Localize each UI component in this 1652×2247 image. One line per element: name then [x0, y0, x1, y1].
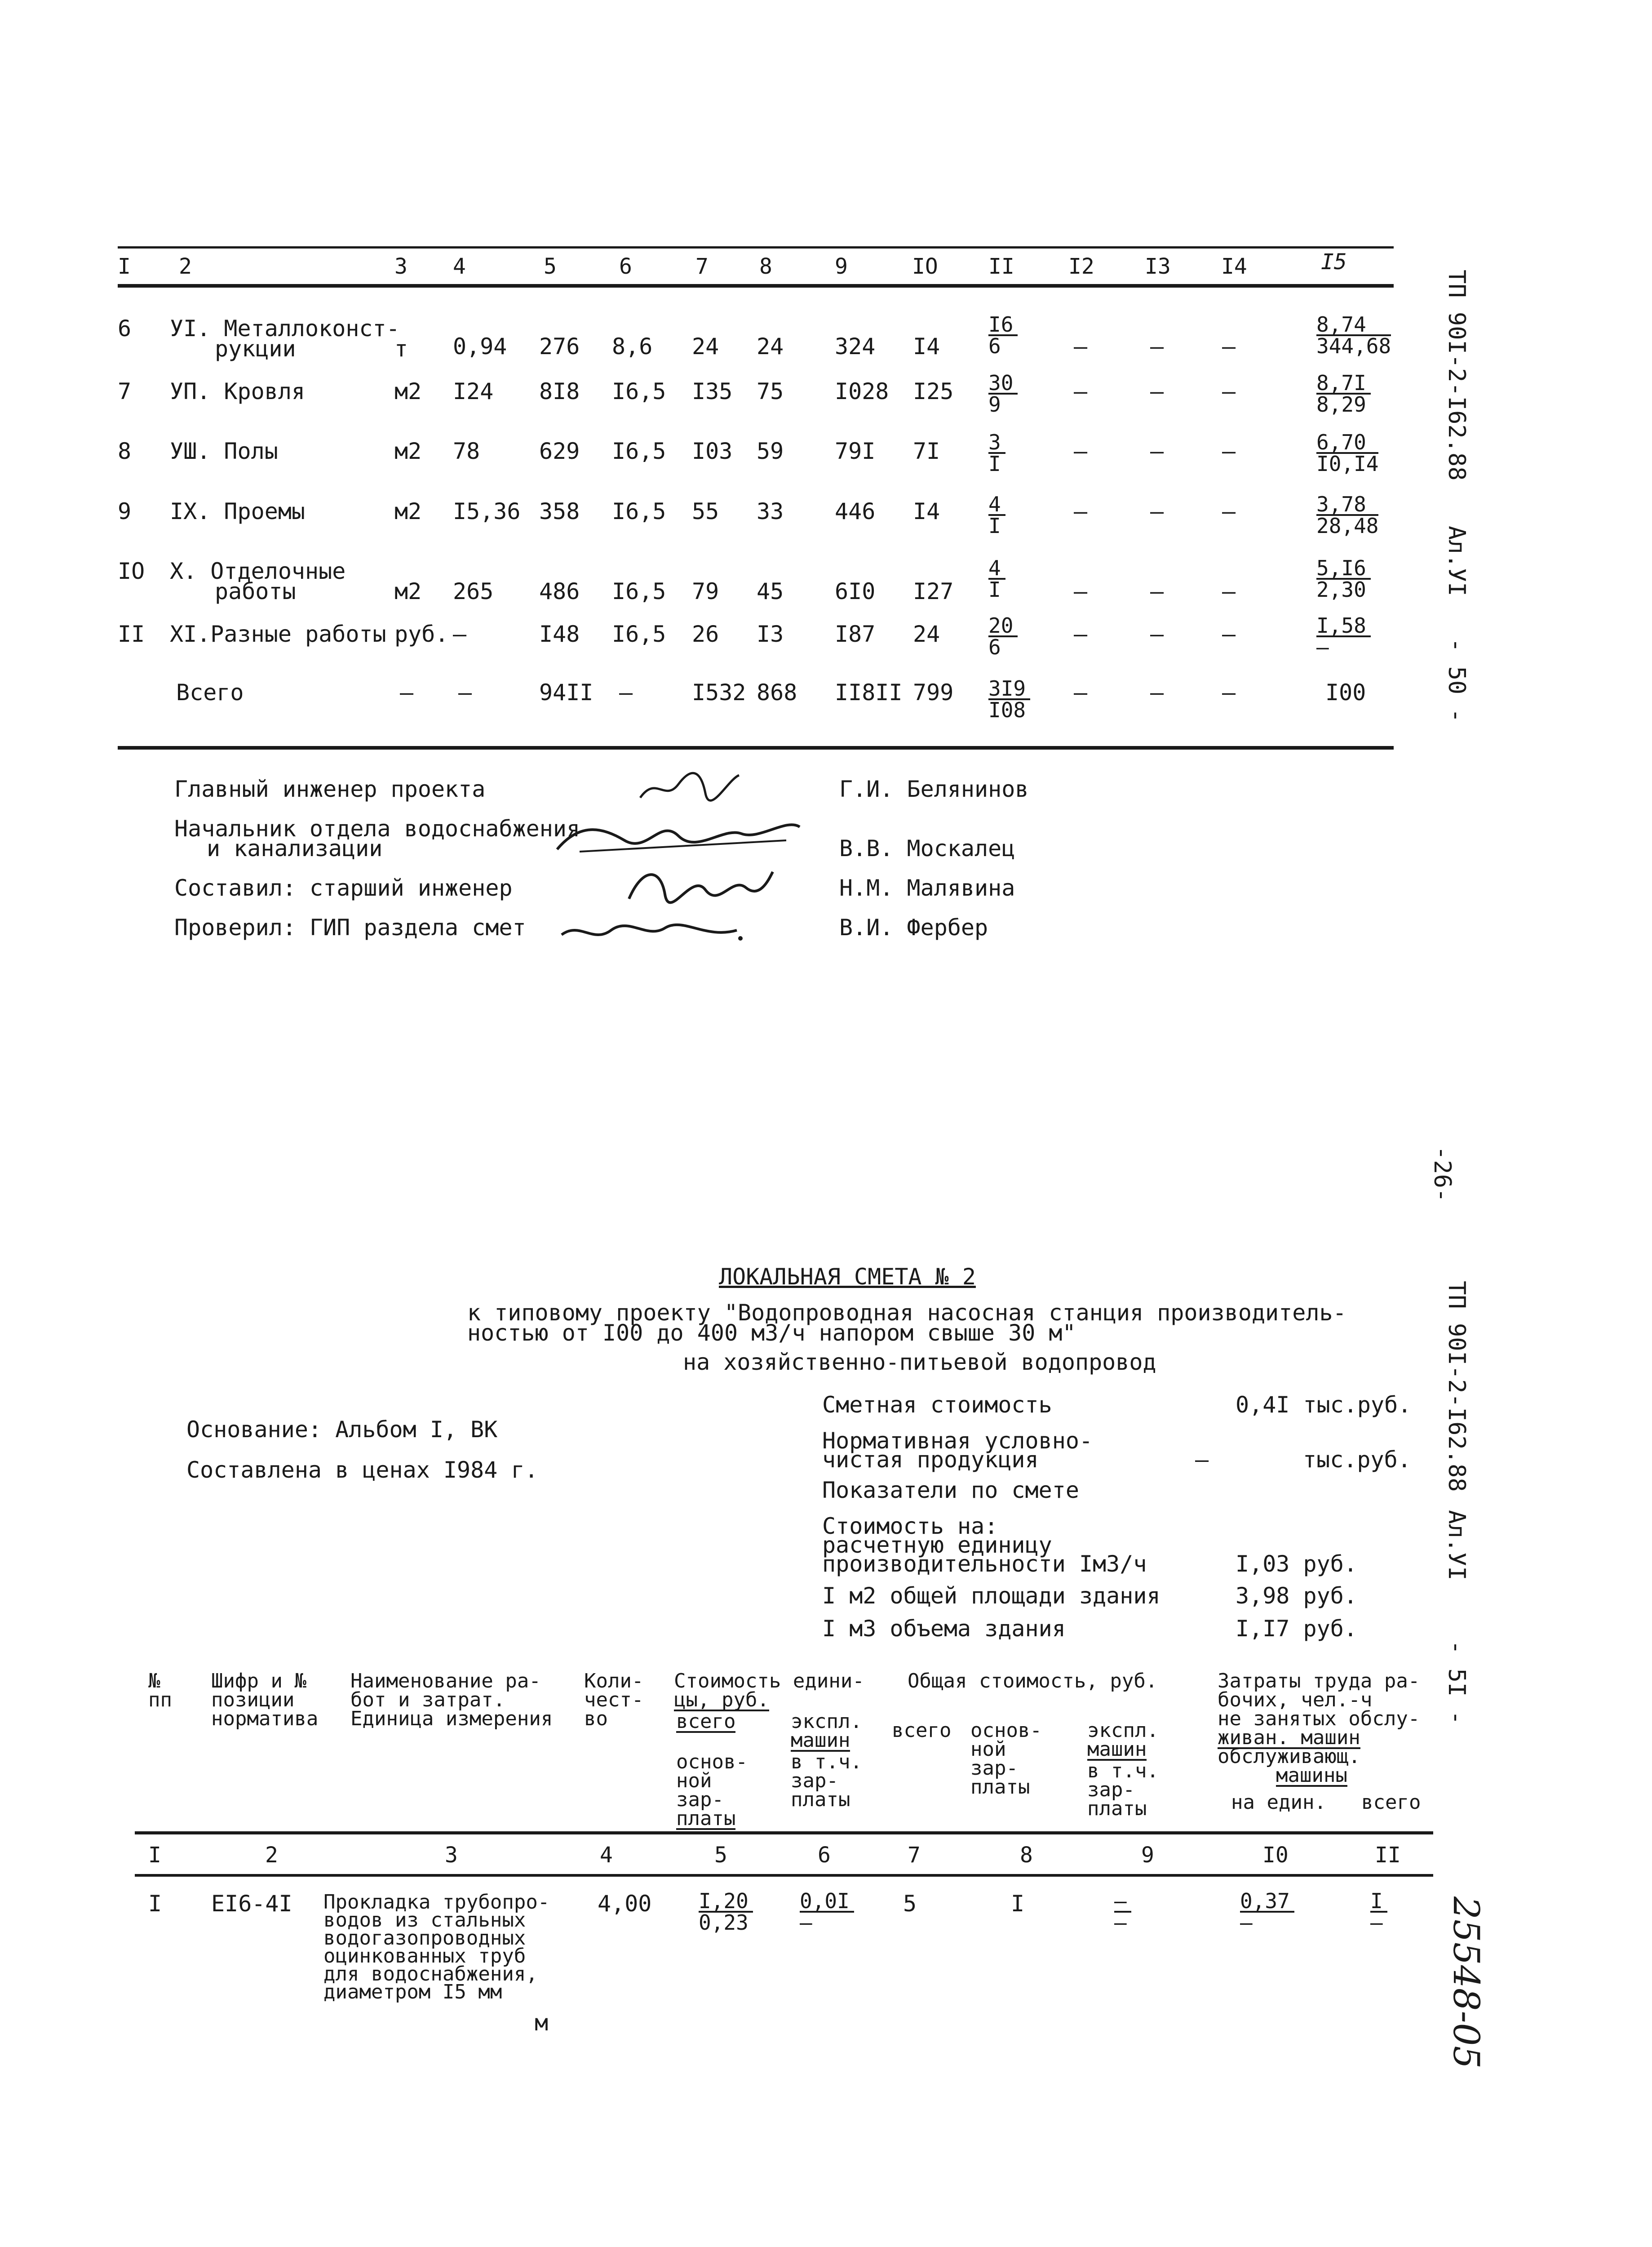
fraction-bottom: –	[1240, 1910, 1253, 1935]
row-c11-fraction	[988, 556, 1005, 602]
bottom-col-10: I0	[1262, 1843, 1289, 1868]
row-c8: I	[1011, 1891, 1025, 1917]
row-c8: 33	[757, 498, 784, 524]
row-c5: 629	[539, 438, 580, 464]
header-unit-cost: Стоимость едини-	[674, 1670, 864, 1692]
row-name-line: для водоснабжения,	[323, 1963, 538, 1985]
margin-album-top: Ал.УI	[1443, 526, 1470, 596]
total-c9: II8II	[835, 679, 903, 706]
top-col-8: 8	[759, 254, 772, 279]
indicators-label: Показатели по смете	[822, 1477, 1079, 1503]
row-c15-fraction	[1316, 494, 1378, 536]
row-c15-fraction	[1316, 371, 1371, 417]
fraction-top: I,58	[1316, 616, 1371, 637]
top-table-rule-bottom	[118, 746, 1394, 750]
fraction-top: 8,74	[1316, 315, 1391, 336]
row-c13: –	[1150, 498, 1164, 524]
row-unit: м2	[394, 578, 422, 604]
norm-label-line1: Нормативная условно-	[822, 1428, 1093, 1454]
estimate-title: ЛОКАЛЬНАЯ СМЕТА № 2	[719, 1264, 976, 1290]
header-labor: живан. машин	[1218, 1726, 1360, 1749]
fraction-top: I6	[988, 315, 1018, 336]
bottom-table-rule-numbers	[135, 1874, 1433, 1877]
margin-code-bottom: ТП 90I-2-I62.88	[1443, 1281, 1470, 1492]
header-quantity: Коли-	[584, 1670, 644, 1692]
row-name-line1: УП. Кровля	[170, 378, 306, 404]
row-c4: 78	[453, 438, 480, 464]
row-name-line2: рукции	[215, 336, 296, 362]
row-c5: I48	[539, 621, 580, 647]
top-table-rule-header	[118, 284, 1394, 288]
row-c12: –	[1074, 438, 1088, 464]
fraction-top: 5,I6	[1316, 558, 1371, 580]
row-c12: –	[1074, 578, 1088, 604]
row-unit: м2	[394, 498, 422, 524]
total-c15: I00	[1325, 679, 1366, 706]
fraction-bottom: 9	[988, 392, 1001, 417]
row-c11-fraction	[988, 312, 1018, 358]
row-c7: 24	[692, 333, 719, 360]
header-labor: машины	[1276, 1764, 1347, 1787]
row-c5: 486	[539, 578, 580, 604]
header-code: позиции	[211, 1688, 295, 1711]
row-c6: I6,5	[612, 498, 666, 524]
header-total-base: основ-	[970, 1719, 1042, 1742]
margin-code-top: ТП 90I-2-I62.88	[1443, 270, 1470, 481]
row-number: 6	[118, 315, 132, 342]
header-labor: не занятых обслу-	[1218, 1707, 1420, 1730]
bottom-col-2: 2	[265, 1843, 278, 1868]
row-name-line: диаметром I5 мм	[323, 1981, 502, 2003]
margin-page-top: - 50 -	[1443, 638, 1470, 723]
header-unit-base: платы	[676, 1807, 736, 1830]
row-c14: –	[1222, 578, 1236, 604]
fraction-bottom: 344,68	[1316, 334, 1391, 358]
row-c6: I6,5	[612, 578, 666, 604]
total-c6: –	[619, 679, 633, 706]
top-col-4: 4	[453, 254, 466, 279]
header-quantity: во	[584, 1707, 608, 1730]
row-c10: I25	[913, 378, 954, 404]
signature-name: В.В. Москалец	[839, 835, 1015, 861]
signature-role: Составил: старший инженер	[174, 875, 513, 901]
total-label: Всего	[176, 679, 244, 706]
estimate-subtitle-line1: к типовому проекту "Водопроводная насосная станция производитель-	[467, 1300, 1346, 1326]
header-unit-incl: платы	[791, 1788, 850, 1811]
row-c4: I24	[453, 378, 494, 404]
m3-value: I,I7 руб.	[1236, 1616, 1357, 1642]
fraction-bottom: 28,48	[1316, 514, 1379, 538]
header-total-base: платы	[970, 1776, 1030, 1798]
row-c6-fraction	[800, 1889, 854, 1935]
header-quantity: чест-	[584, 1688, 644, 1711]
total-c13: –	[1150, 679, 1164, 706]
total-c4: –	[458, 679, 472, 706]
row-c5: 8I8	[539, 378, 580, 404]
row-c7: 55	[692, 498, 719, 524]
margin-page-middle: -26-	[1429, 1146, 1456, 1203]
fraction-bottom: I	[988, 452, 1001, 476]
m3-label: I м3 объема здания	[822, 1616, 1066, 1642]
row-unit: руб.	[394, 621, 449, 647]
row-c6: I6,5	[612, 438, 666, 464]
header-labor: обслуживающ.	[1218, 1745, 1360, 1768]
top-col-3: 3	[394, 254, 407, 279]
row-number: I	[148, 1891, 162, 1917]
header-total-incl: в т.ч.	[1087, 1759, 1159, 1782]
signature-scribble	[557, 912, 746, 953]
row-c4: 0,94	[453, 333, 507, 360]
header-total-machines: экспл.	[1087, 1719, 1159, 1742]
row-c6: I6,5	[612, 621, 666, 647]
per-unit-label-line1: Стоимость на:	[822, 1513, 998, 1539]
row-unit: т	[394, 336, 408, 362]
fraction-bottom: I0,I4	[1316, 452, 1379, 476]
row-c6: 8,6	[612, 333, 653, 360]
fraction-bottom: –	[800, 1910, 812, 1935]
top-col-6: 6	[619, 254, 632, 279]
row-quantity: 4,00	[598, 1891, 652, 1917]
top-col-12: I2	[1068, 254, 1094, 279]
top-col-15: I5	[1321, 249, 1347, 275]
top-col-1: I	[118, 254, 131, 279]
row-c14: –	[1222, 498, 1236, 524]
fraction-bottom: 6	[988, 635, 1001, 659]
row-c13: –	[1150, 438, 1164, 464]
signature-name: Г.И. Белянинов	[839, 776, 1029, 802]
row-c9: 79I	[835, 438, 876, 464]
header-total-cost: Общая стоимость, руб.	[908, 1670, 1158, 1692]
header-unit-cost: цы, руб.	[674, 1688, 769, 1711]
header-number: №	[148, 1670, 160, 1692]
header-total-base: зар-	[970, 1757, 1018, 1780]
fraction-top: 4	[988, 494, 1005, 516]
header-number: пп	[148, 1688, 172, 1711]
row-c8: I3	[757, 621, 784, 647]
header-name: бот и затрат.	[350, 1688, 505, 1711]
row-c8: 75	[757, 378, 784, 404]
fraction-bottom: 6	[988, 334, 1001, 358]
fraction-bottom: –	[1370, 1910, 1383, 1935]
row-number: IO	[118, 558, 145, 584]
header-labor-all: всего	[1361, 1791, 1421, 1814]
row-number: 8	[118, 438, 132, 464]
norm-value: –	[1195, 1447, 1209, 1473]
signature-name: Н.М. Малявина	[839, 875, 1015, 901]
header-unit-machines: машин	[791, 1729, 850, 1752]
header-code: Шифр и №	[211, 1670, 306, 1692]
row-name-line1: XI.Разные работы	[170, 621, 386, 647]
row-c9: I87	[835, 621, 876, 647]
fraction-top: 30	[988, 373, 1018, 395]
row-unit: м2	[394, 378, 422, 404]
header-name: Наименование ра-	[350, 1670, 541, 1692]
top-col-7: 7	[695, 254, 709, 279]
header-total-all: всего	[892, 1719, 952, 1742]
row-c13: –	[1150, 333, 1164, 360]
row-c9: I028	[835, 378, 889, 404]
fraction-top: 20	[988, 616, 1018, 637]
row-c7: 79	[692, 578, 719, 604]
row-c5: 276	[539, 333, 580, 360]
top-table-rule-top	[118, 246, 1394, 249]
bottom-col-4: 4	[600, 1843, 613, 1868]
norm-unit: тыс.руб.	[1303, 1447, 1411, 1473]
signature-role: и канализации	[207, 835, 383, 861]
row-c5: 358	[539, 498, 580, 524]
estimate-basis: Основание: Альбом I, ВК	[186, 1417, 498, 1443]
row-c5-fraction	[699, 1889, 753, 1935]
row-number: 9	[118, 498, 132, 524]
fraction-top: –	[1114, 1891, 1131, 1913]
bottom-col-9: 9	[1141, 1843, 1154, 1868]
row-c4: 265	[453, 578, 494, 604]
row-c13: –	[1150, 378, 1164, 404]
total-c12: –	[1074, 679, 1088, 706]
fraction-top: 4	[988, 558, 1005, 580]
fraction-bottom: 0,23	[699, 1910, 748, 1935]
row-c14: –	[1222, 333, 1236, 360]
per-unit-value: I,03 руб.	[1236, 1551, 1357, 1577]
header-unit-base: ной	[676, 1769, 712, 1792]
fraction-bottom: –	[1316, 635, 1329, 659]
header-unit-incl: зар-	[791, 1769, 838, 1792]
fraction-top: 3I9	[988, 679, 1030, 700]
row-name-line: Прокладка трубопро-	[323, 1891, 550, 1914]
row-name-line2: работы	[215, 578, 296, 604]
bottom-col-5: 5	[714, 1843, 727, 1868]
row-c15-fraction	[1316, 556, 1371, 602]
norm-label-line2: чистая продукция	[822, 1447, 1039, 1473]
fraction-bottom: 2,30	[1316, 577, 1366, 602]
bottom-table-rule-header	[135, 1831, 1433, 1834]
row-c10: 24	[913, 621, 940, 647]
row-c13: –	[1150, 578, 1164, 604]
row-name-line: водов из стальных	[323, 1909, 526, 1932]
cost-label: Сметная стоимость	[822, 1392, 1052, 1418]
row-c12: –	[1074, 498, 1088, 524]
top-col-11: II	[988, 254, 1014, 279]
fraction-top: 6,70	[1316, 432, 1378, 454]
cost-value: 0,4I тыс.руб.	[1236, 1392, 1412, 1418]
fraction-bottom: –	[1114, 1910, 1127, 1935]
fraction-bottom: I	[988, 577, 1001, 602]
header-total-incl: зар-	[1087, 1778, 1135, 1801]
row-c10: I4	[913, 333, 940, 360]
row-c9: 6I0	[835, 578, 876, 604]
estimate-subtitle-line2: ностью от I00 до 400 м3/ч напором свыше 30 м"	[467, 1320, 1076, 1346]
row-name-line: водогазопроводных	[323, 1927, 526, 1949]
bottom-col-6: 6	[818, 1843, 831, 1868]
total-c10: 799	[913, 679, 954, 706]
row-c11-fraction	[988, 432, 1005, 474]
signature-name: В.И. Фербер	[839, 915, 988, 941]
row-name-line1: IX. Проемы	[170, 498, 306, 524]
row-c8: 45	[757, 578, 784, 604]
row-c10: 7I	[913, 438, 940, 464]
fraction-bottom: I	[988, 514, 1001, 538]
header-labor: бочих, чел.-ч	[1218, 1688, 1373, 1711]
header-total-incl: платы	[1087, 1797, 1147, 1820]
bottom-col-11: II	[1375, 1843, 1401, 1868]
header-unit-base: зар-	[676, 1788, 724, 1811]
signature-scribble	[624, 863, 777, 908]
fraction-top: 8,7I	[1316, 373, 1371, 395]
header-unit-all: всего	[676, 1710, 736, 1733]
row-name-line1: УШ. Полы	[170, 438, 278, 464]
total-c3: –	[400, 679, 414, 706]
header-unit-incl: в т.ч.	[791, 1750, 862, 1773]
archive-stamp: 25548-05	[1445, 1896, 1487, 2069]
header-labor: Затраты труда ра-	[1218, 1670, 1420, 1692]
row-c10-fraction	[1240, 1889, 1294, 1935]
row-c10: I27	[913, 578, 954, 604]
signature-scribble	[553, 809, 804, 858]
row-code: ЕI6-4I	[211, 1891, 292, 1917]
header-name: Единица измерения	[350, 1707, 553, 1730]
row-c12: –	[1074, 621, 1088, 647]
row-c11-fraction	[988, 371, 1018, 417]
fraction-top: 3	[988, 432, 1005, 454]
fraction-bottom: 8,29	[1316, 392, 1366, 417]
header-code: норматива	[211, 1707, 319, 1730]
estimate-price-level: Составлена в ценах I984 г.	[186, 1457, 538, 1483]
row-c12: –	[1074, 378, 1088, 404]
per-unit-label-line2: расчетную единицу	[822, 1532, 1052, 1558]
row-c7: 5	[903, 1891, 917, 1917]
row-c6: I6,5	[612, 378, 666, 404]
row-c11-fraction	[988, 494, 1005, 536]
row-c12: –	[1074, 333, 1088, 360]
signature-role: Начальник отдела водоснабжения	[174, 816, 580, 842]
header-unit-base: основ-	[676, 1750, 748, 1773]
row-c11-fraction	[1370, 1889, 1387, 1935]
row-c13: –	[1150, 621, 1164, 647]
per-unit-label-line3: производительности IмЗ/ч	[822, 1551, 1147, 1577]
total-c8: 868	[757, 679, 797, 706]
row-c9: 446	[835, 498, 876, 524]
fraction-bottom: I08	[988, 698, 1026, 722]
row-name-line1: УI. Металлоконст-	[170, 315, 400, 342]
row-c7: 26	[692, 621, 719, 647]
bottom-col-7: 7	[908, 1843, 921, 1868]
header-labor-unit: на един.	[1231, 1791, 1326, 1814]
m2-label: I м2 общей площади здания	[822, 1583, 1160, 1609]
row-c14: –	[1222, 378, 1236, 404]
row-number: 7	[118, 378, 132, 404]
header-unit-machines: экспл.	[791, 1710, 862, 1733]
signature-role: Проверил: ГИП раздела смет	[174, 915, 526, 941]
top-col-9: 9	[835, 254, 848, 279]
row-c14: –	[1222, 621, 1236, 647]
top-col-10: IO	[912, 254, 938, 279]
row-c8: 59	[757, 438, 784, 464]
fraction-top: 3,78	[1316, 494, 1378, 516]
m2-value: 3,98 руб.	[1236, 1583, 1357, 1609]
fraction-top: I,20	[699, 1891, 753, 1913]
row-c15-fraction	[1316, 432, 1378, 474]
fraction-top: I	[1370, 1891, 1387, 1913]
row-c15-fraction	[1316, 312, 1391, 358]
row-c4: –	[453, 621, 467, 647]
header-total-base: ной	[970, 1738, 1006, 1761]
top-col-5: 5	[544, 254, 557, 279]
bottom-col-8: 8	[1020, 1843, 1033, 1868]
bottom-col-3: 3	[445, 1843, 458, 1868]
total-c7: I532	[692, 679, 746, 706]
bottom-col-1: I	[148, 1843, 161, 1868]
margin-page-bottom: - 5I -	[1443, 1640, 1470, 1725]
margin-album-bottom: Ал.УI	[1443, 1510, 1470, 1581]
fraction-top: 0,37	[1240, 1891, 1294, 1913]
row-c7: I03	[692, 438, 733, 464]
row-c4: I5,36	[453, 498, 521, 524]
total-c5: 94II	[539, 679, 593, 706]
row-c10: I4	[913, 498, 940, 524]
header-total-machines: машин	[1087, 1738, 1147, 1761]
row-c14: –	[1222, 438, 1236, 464]
row-number: II	[118, 621, 145, 647]
row-c15-fraction	[1316, 613, 1371, 659]
row-c9: 324	[835, 333, 876, 360]
row-name-line1: X. Отделочные	[170, 558, 346, 584]
total-c11-fraction	[988, 676, 1030, 722]
total-c14: –	[1222, 679, 1236, 706]
top-col-13: I3	[1145, 254, 1171, 279]
row-c11-fraction	[988, 613, 1018, 659]
estimate-subtitle-line3: на хозяйственно-питьевой водопровод	[683, 1349, 1156, 1375]
fraction-top: 0,0I	[800, 1891, 854, 1913]
row-unit: м	[535, 2010, 549, 2036]
signature-scribble	[638, 766, 741, 807]
signature-role: Главный инженер проекта	[174, 776, 486, 802]
top-col-2: 2	[179, 254, 192, 279]
row-c8: 24	[757, 333, 784, 360]
row-c7: I35	[692, 378, 733, 404]
row-name-line: оцинкованных труб	[323, 1945, 526, 1967]
top-col-14: I4	[1221, 254, 1247, 279]
row-c9-fraction	[1114, 1889, 1131, 1935]
row-unit: м2	[394, 438, 422, 464]
